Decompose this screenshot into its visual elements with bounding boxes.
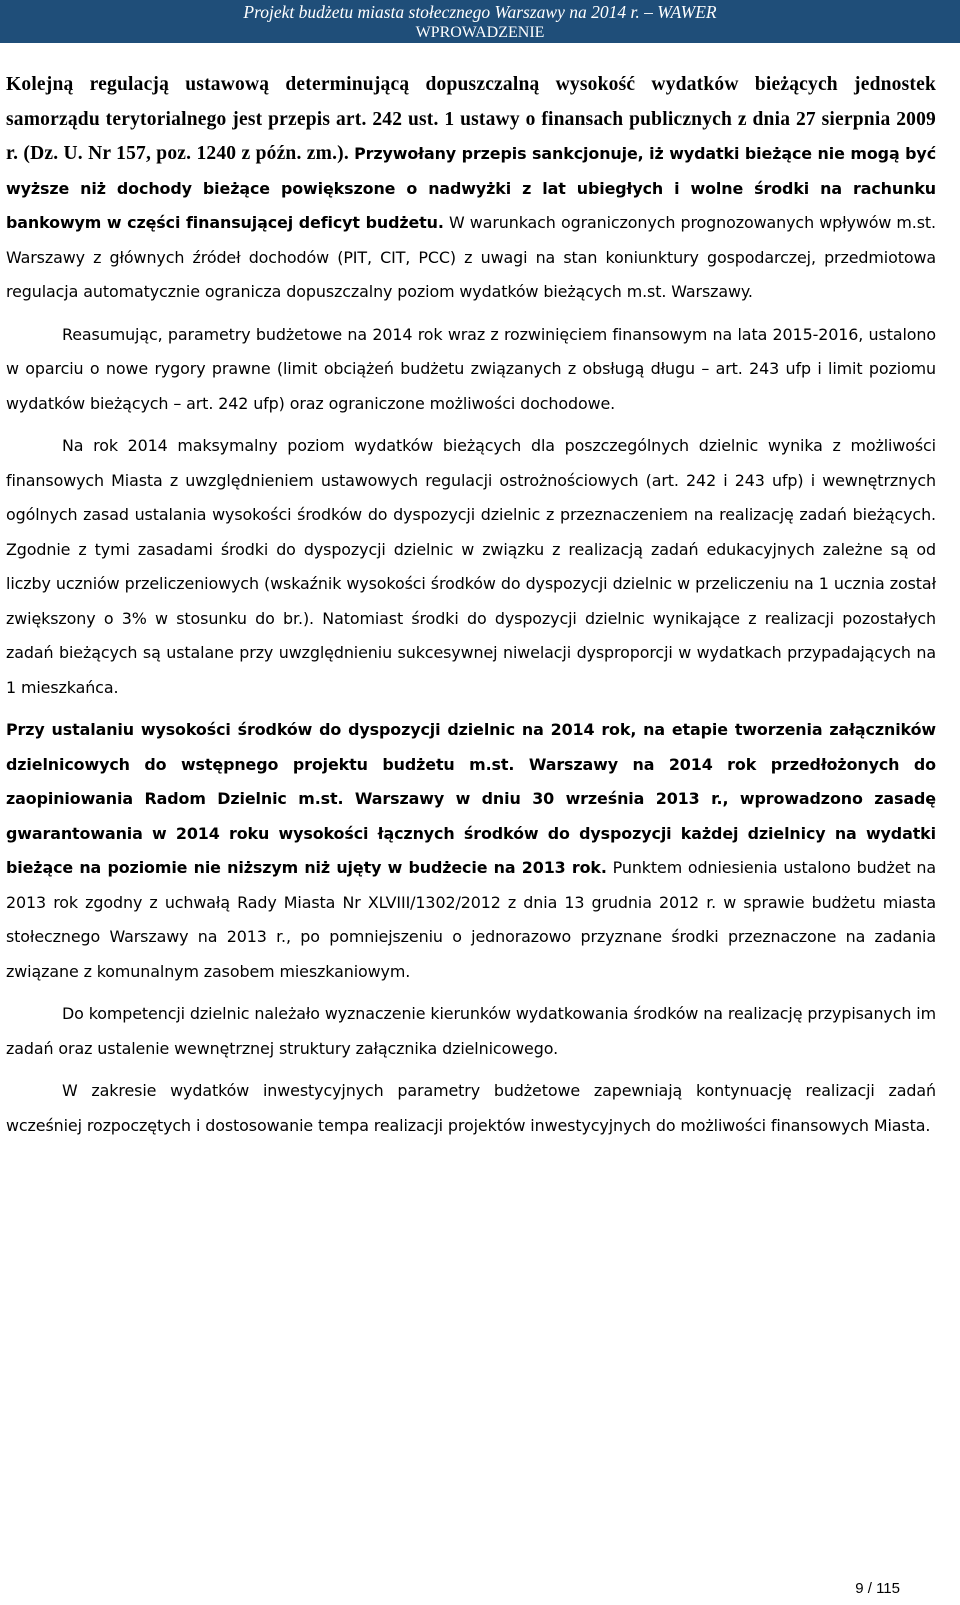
section-title: WPROWADZENIE bbox=[415, 24, 545, 41]
paragraph-1-text: W warunkach ograniczonych prognozowanych wpływów m.st. Warszawy z głównych źródeł dochodów (PIT, CIT, PCC) z uwagi na stan koniunktury gospodarczej, przedmiotowa regulacja automatycznie ogranicza dopuszczalny poziom wydatków bieżących m.st. Warszawy. bbox=[6, 213, 936, 301]
paragraph-1-bold-a: Kolejną regulacją ustawową determinującą dopuszczalną wysokość wydatków bieżących jednostek samorządu terytorialnego jest przepis art. 242 ust. 1 ustawy o finansach publicznych z dnia 27 sierpnia 2009 r. (Dz. U. Nr 157, poz. 1240 z późn. zm.). bbox=[6, 74, 936, 164]
document-title: Projekt budżetu miasta stołecznego Warszawy na 2014 r. – WAWER bbox=[243, 2, 717, 22]
paragraph-3: Na rok 2014 maksymalny poziom wydatków bieżących dla poszczególnych dzielnic wynika z możliwości finansowych Miasta z uwzględnieniem ustawowych regulacji ostrożnościowych (art. 242 i 243 ufp) i wewnętrznych ogólnych zasad ustalania wysokości środków do dyspozycji dzielnic z przeznaczeniem na realizację zadań bieżących. Zgodnie z tymi zasadami środki do dyspozycji dzielnic w związku z realizacją zadań edukacyjnych zależne są od liczby uczniów przeliczeniowych (wskaźnik wysokości środków do dyspozycji dzielnic w przeliczeniu na 1 ucznia został zwiększony o 3% w stosunku do br.). Natomiast środki do dyspozycji dzielnic wynikające z realizacji pozostałych zadań bieżących są ustalane przy uwzględnieniu sukcesywnej niwelacji dysproporcji w wydatkach przypadających na 1 mieszkańca. bbox=[6, 436, 936, 697]
document-body bbox=[6, 68, 936, 1151]
paragraph-5: Do kompetencji dzielnic należało wyznaczenie kierunków wydatkowania środków na realizację przypisanych im zadań oraz ustalenie wewnętrznej struktury załącznika dzielnicowego. bbox=[6, 1004, 936, 1058]
paragraph-2: Reasumując, parametry budżetowe na 2014 rok wraz z rozwinięciem finansowym na lata 2015-2016, ustalono w oparciu o nowe rygory prawne (limit obciążeń budżetu związanych z obsługą długu – art. 243 ufp i limit poziomu wydatków bieżących – art. 242 ufp) oraz ograniczone możliwości dochodowe. bbox=[6, 324, 936, 413]
paragraph-1-bold-b: Przywołany przepis sankcjonuje, iż wydatki bieżące nie mogą być wyższe niż dochody bieżące powiększone o nadwyżki z lat ubiegłych i wolne środki na rachunku bankowym w części finansującej deficyt budżetu. bbox=[6, 144, 937, 232]
paragraph-4-text: Punktem odniesienia ustalono budżet na 2013 rok zgodny z uchwałą Rady Miasta Nr XLVIII/1302/2012 z dnia 13 grudnia 2012 r. w sprawie budżetu miasta stołecznego Warszawy na 2013 r., po pomniejszeniu o jednorazowo przyznane środki przeznaczone na zadania związane z komunalnym zasobem mieszkaniowym. bbox=[6, 858, 936, 981]
page-header bbox=[0, 0, 960, 43]
paragraph-1 bbox=[6, 68, 936, 310]
paragraph-4-bold: Przy ustalaniu wysokości środków do dyspozycji dzielnic na 2014 rok, na etapie tworzenia załączników dzielnicowych do wstępnego projektu budżetu m.st. Warszawy na 2014 rok przedłożonych do zaopiniowania Radom Dzielnic m.st. Warszawy w dniu 30 września 2013 r., wprowadzono zasadę gwarantowania w 2014 roku wysokości łącznych środków do dyspozycji każdej dzielnicy na wydatki bieżące na poziomie nie niższym niż ujęty w budżecie na 2013 rok. bbox=[6, 720, 936, 877]
page-number: 9 / 115 bbox=[855, 1580, 900, 1597]
paragraph-4 bbox=[6, 713, 936, 989]
paragraph-6: W zakresie wydatków inwestycyjnych parametry budżetowe zapewniają kontynuację realizacji zadań wcześniej rozpoczętych i dostosowanie tempa realizacji projektów inwestycyjnych do możliwości finansowych Miasta. bbox=[6, 1081, 936, 1135]
